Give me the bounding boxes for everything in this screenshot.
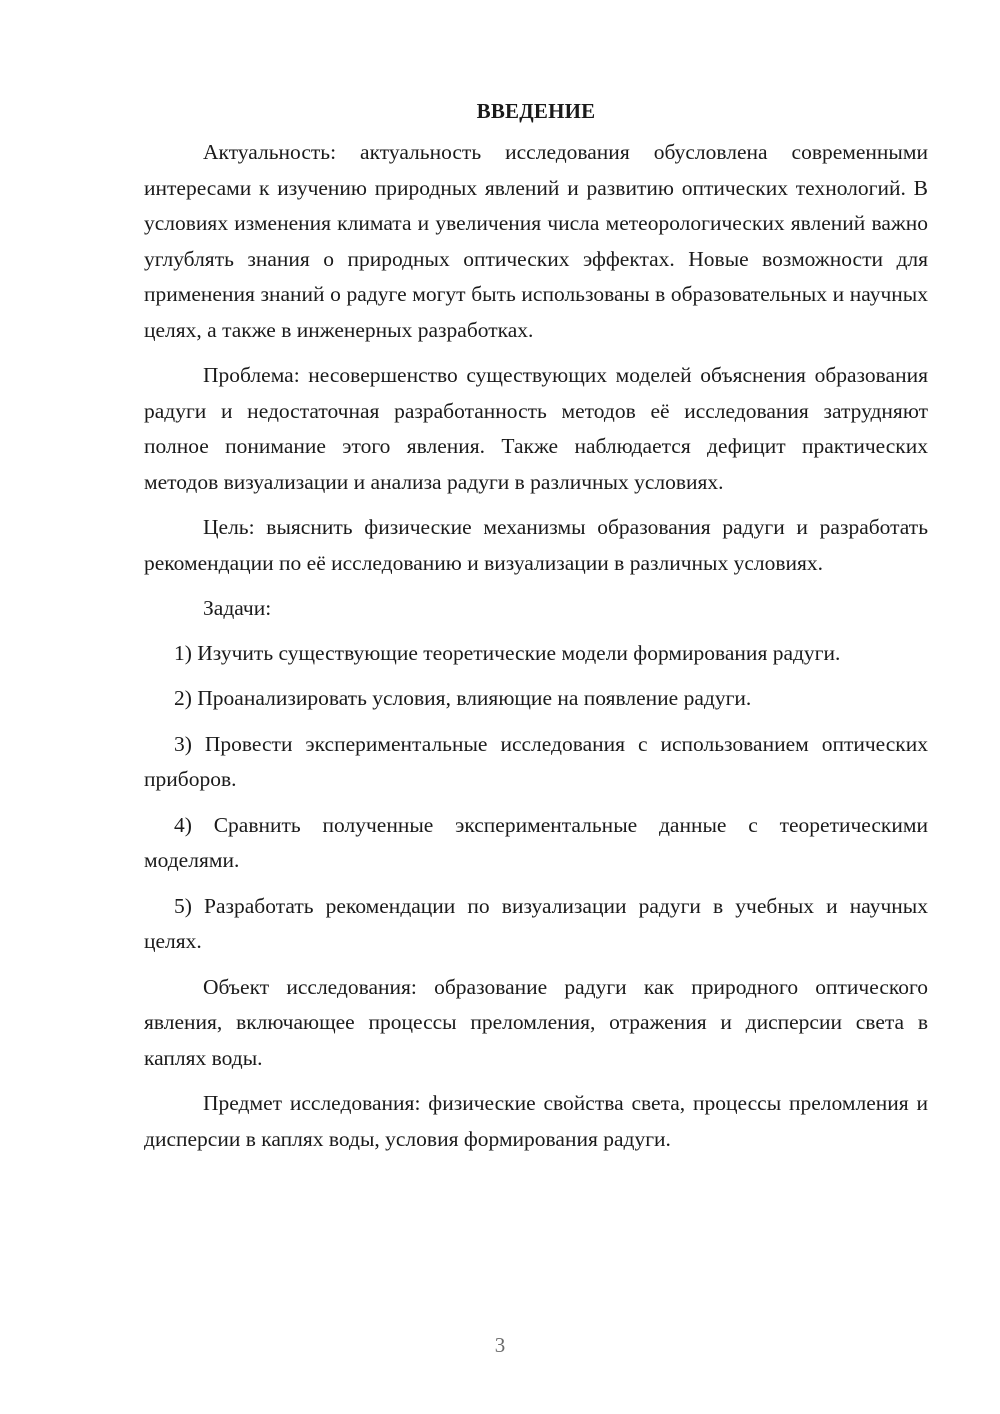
- section-title: ВВЕДЕНИЕ: [476, 99, 596, 123]
- task-item-1: 1) Изучить существующие теоретические модели формирования радуги.: [174, 640, 841, 665]
- subject-paragraph: Предмет исследования: физические свойства света, процессы преломления и дисперсии в каплях воды, условия формирования радуги.: [144, 1091, 928, 1151]
- page-number: 3: [494, 1333, 506, 1357]
- page-content: [144, 95, 928, 1167]
- task-item-3: 3) Провести экспериментальные исследования с использованием оптических приборов.: [144, 731, 928, 791]
- problem-paragraph: Проблема: несовершенство существующих моделей объяснения образования радуги и недостаточная разработанность методов её исследования затрудняют полное понимание этого явления. Также наблюдается дефицит практических методов визуализации и анализа радуги в различных условиях.: [144, 363, 928, 494]
- relevance-paragraph: Актуальность: актуальность исследования обусловлена современными интересами к изучению природных явлений и развитию оптических технологий. В условиях изменения климата и увеличения числа метеорологических явлений важно углублять знания о природных оптических эффектах. Новые возможности для применения знаний о радуге могут быть использованы в образовательных и научных целях, а также в инженерных разработках.: [144, 140, 928, 342]
- task-item-5: 5) Разработать рекомендации по визуализации радуги в учебных и научных целях.: [144, 893, 928, 953]
- tasks-heading: Задачи:: [203, 596, 272, 620]
- task-item-4: 4) Сравнить полученные экспериментальные данные с теоретическими моделями.: [144, 812, 928, 872]
- task-item-2: 2) Проанализировать условия, влияющие на появление радуги.: [174, 686, 752, 710]
- object-paragraph: Объект исследования: образование радуги как природного оптического явления, включающее процессы преломления, отражения и дисперсии света в каплях воды.: [144, 974, 928, 1070]
- goal-paragraph: Цель: выяснить физические механизмы образования радуги и разработать рекомендации по её исследованию и визуализации в различных условиях.: [144, 515, 928, 575]
